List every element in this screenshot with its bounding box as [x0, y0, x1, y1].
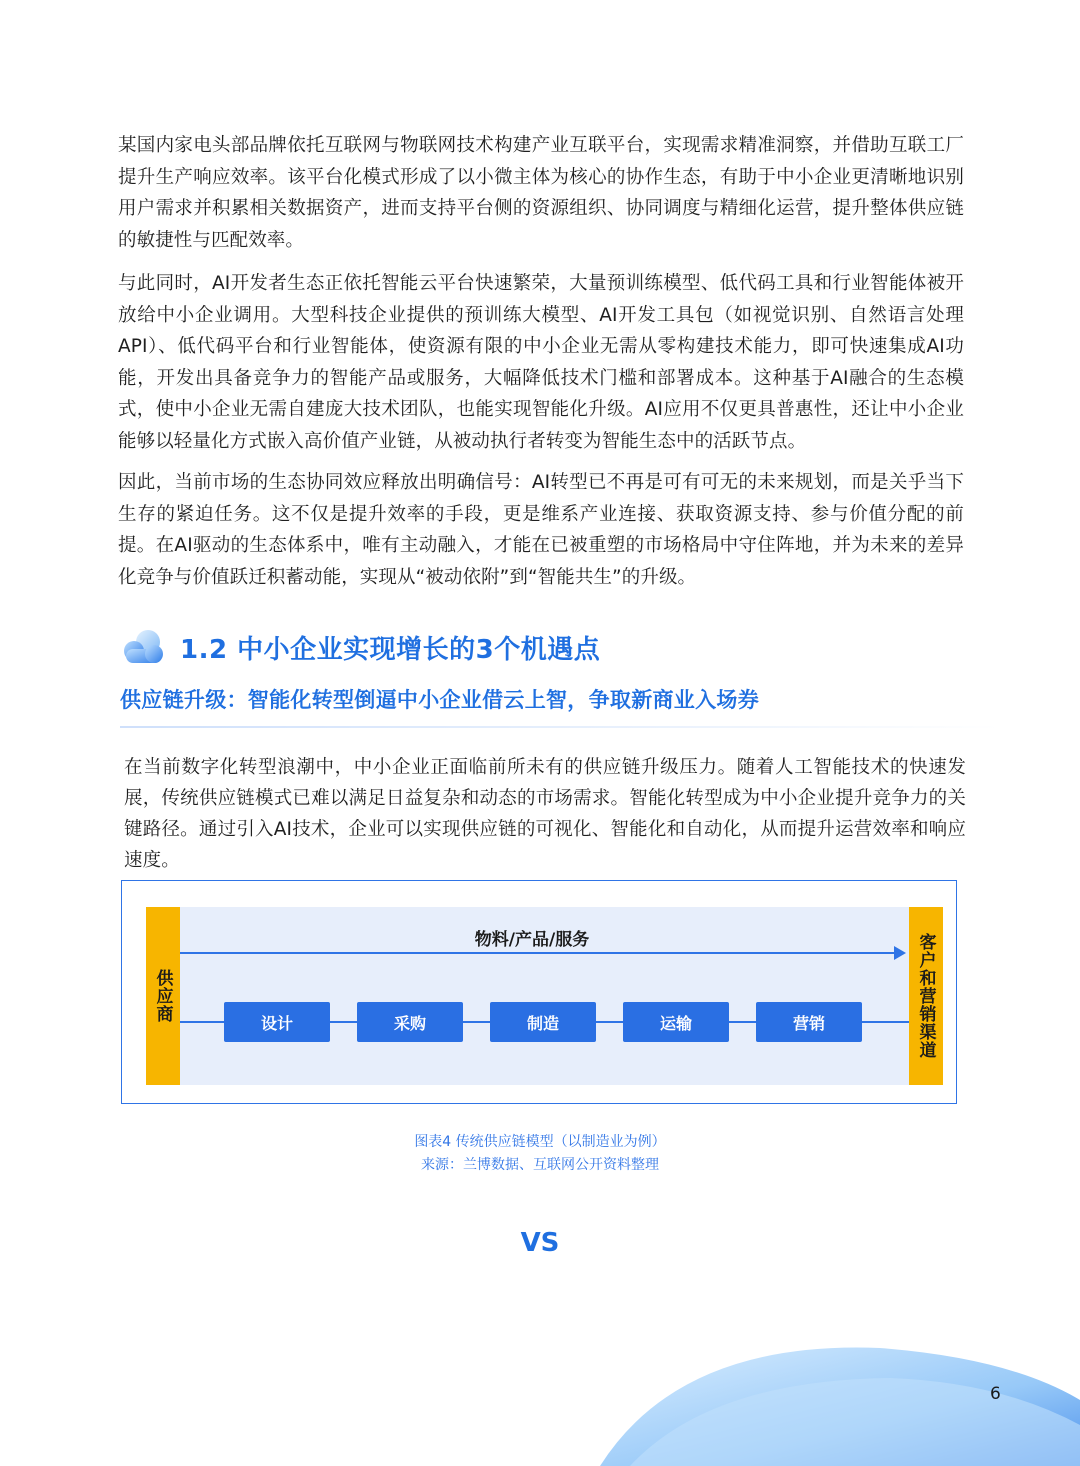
- cloud-icon: [120, 625, 168, 669]
- stage-transport: 运输: [623, 1002, 729, 1042]
- flow-label: 物料/产品/服务: [474, 930, 590, 950]
- flow-arrow-line: [180, 952, 899, 954]
- vs-label: VS: [520, 1228, 560, 1258]
- body-paragraph-1: 某国内家电头部品牌依托互联网与物联网技术构建产业互联平台，实现需求精准洞察，并借助互联工厂提升生产响应效率。该平台化模式形成了以小微主体为核心的协作生态，有助于中小企业更清晰地识别用户需求并积累相关数据资产，进而支持平台侧的资源组织、协同调度与精细化运营，提升整体供应链的敏捷性与匹配效率。: [118, 135, 964, 251]
- customer-channel-label: 客户和营销渠道: [915, 933, 936, 1059]
- subsection-divider: [120, 726, 1000, 728]
- section-heading: [120, 622, 600, 672]
- body-paragraph-2: 与此同时，AI开发者生态正依托智能云平台快速繁荣，大量预训练模型、低代码工具和行业智能体被开放给中小企业调用。大型科技企业提供的预训练大模型、AI开发工具包（如视觉识别、自然语言处理API）、低代码平台和行业智能体，使资源有限的中小企业无需从零构建技术能力，即可快速集成AI功能，开发出具备竞争力的智能产品或服务，大幅降低技术门槛和部署成本。这种基于AI融合的生态模式，使中小企业无需自建庞大技术团队，也能实现智能化升级。AI应用不仅更具普惠性，还让中小企业能够以轻量化方式嵌入高价值产业链，从被动执行者转变为智能生态中的活跃节点。: [118, 273, 964, 452]
- page-number: 6: [990, 1384, 1001, 1404]
- supplier-label: 供应商: [152, 969, 173, 1023]
- stage-design: 设计: [224, 1002, 330, 1042]
- stage-procurement: 采购: [357, 1002, 463, 1042]
- stage-marketing: 营销: [756, 1002, 862, 1042]
- section-title: 1.2 中小企业实现增长的3个机遇点: [180, 634, 601, 665]
- body-paragraph-3: 因此，当前市场的生态协同效应释放出明确信号：AI转型已不再是可有可无的未来规划，而是关乎当下生存的紧迫任务。这不仅是提升效率的手段，更是维系产业连接、获取资源支持、参与价值分配的前提。在AI驱动的生态体系中，唯有主动融入，才能在已被重塑的市场格局中守住阵地，并为未来的差异化竞争与价值跃迁积蓄动能，实现从“被动依附”到“智能共生”的升级。: [118, 472, 964, 588]
- customer-channel-bar: [909, 907, 943, 1085]
- subsection-title: 供应链升级：智能化转型倒逼中小企业借云上智，争取新商业入场券: [120, 688, 759, 712]
- body-paragraph-4: 在当前数字化转型浪潮中，中小企业正面临前所未有的供应链升级压力。随着人工智能技术的快速发展，传统供应链模式已难以满足日益复杂和动态的市场需求。智能化转型成为中小企业提升竞争力的关键路径。通过引入AI技术，企业可以实现供应链的可视化、智能化和自动化，从而提升运营效率和响应速度。: [124, 757, 966, 871]
- supplier-bar: [146, 907, 180, 1085]
- decorative-arc: [590, 1330, 1080, 1466]
- arrow-right-icon: [894, 946, 906, 960]
- supply-chain-figure: [121, 880, 957, 1104]
- stage-manufacturing: 制造: [490, 1002, 596, 1042]
- figure-source: 来源：兰博数据、互联网公开资料整理: [421, 1157, 659, 1173]
- figure-caption: 图表4 传统供应链模型（以制造业为例）: [414, 1134, 666, 1150]
